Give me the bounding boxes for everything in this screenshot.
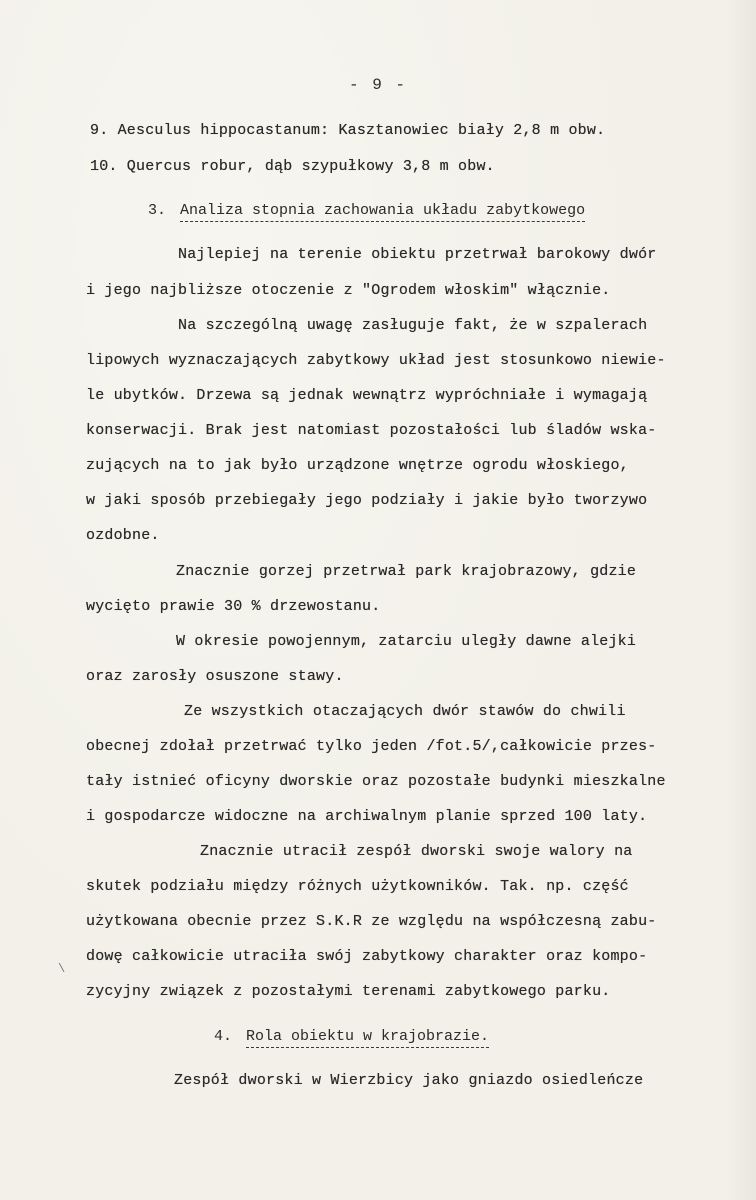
margin-pencil-mark: \ [58,962,66,976]
text-line: Ze wszystkich otaczających dwór stawów do chwili [184,703,626,720]
text-line: użytkowana obecnie przez S.K.R ze względu na współczesną zabu- [86,913,657,930]
text-line: w jaki sposób przebiegały jego podziały i jakie było tworzywo [86,492,648,509]
text-line: Na szczególną uwagę zasługuje fakt, że w szpalerach [178,317,648,334]
text-line: oraz zarosły osuszone stawy. [86,668,344,685]
text-line: i gospodarcze widoczne na archiwalnym planie sprzed 100 laty. [86,808,648,825]
text-line: tały istnieć oficyny dworskie oraz pozostałe budynki mieszkalne [86,773,666,790]
text-line: 9. Aesculus hippocastanum: Kasztanowiec biały 2,8 m obw. [90,122,606,139]
text-line: Zespół dworski w Wierzbicy jako gniazdo osiedleńcze [174,1072,644,1089]
page-edge-shadow [726,0,756,1200]
text-line: le ubytków. Drzewa są jednak wewnątrz wypróchniałe i wymagają [86,387,648,404]
section-heading-3 [148,202,585,219]
text-line: konserwacji. Brak jest natomiast pozostałości lub śladów wska- [86,422,657,439]
text-line: Znacznie utracił zespół dworski swoje walory na [200,843,633,860]
text-line: obecnej zdołał przetrwać tylko jeden /fot.5/,całkowicie przes- [86,738,657,755]
text-line: wycięto prawie 30 % drzewostanu. [86,598,381,615]
text-line: 10. Quercus robur, dąb szypułkowy 3,8 m obw. [90,158,495,175]
text-line: ozdobne. [86,527,160,544]
text-line: zycyjny związek z pozostałymi terenami zabytkowego parku. [86,983,611,1000]
text-line: Znacznie gorzej przetrwał park krajobrazowy, gdzie [176,563,637,580]
section-number: 3. [148,202,167,219]
text-line: skutek podziału między różnych użytkowników. Tak. np. część [86,878,629,895]
text-line: dowę całkowicie utraciła swój zabytkowy charakter oraz kompo- [86,948,648,965]
text-line: W okresie powojennym, zatarciu uległy dawne alejki [176,633,637,650]
section-title: Analiza stopnia zachowania układu zabytkowego [180,202,585,222]
section-title: Rola obiektu w krajobrazie. [246,1028,489,1048]
text-line: i jego najbliższe otoczenie z "Ogrodem włoskim" włącznie. [86,282,611,299]
section-number: 4. [214,1028,233,1045]
text-line: lipowych wyznaczających zabytkowy układ jest stosunkowo niewie- [86,352,666,369]
text-line: Najlepiej na terenie obiektu przetrwał barokowy dwór [178,246,657,263]
section-heading-4 [214,1028,489,1045]
text-line: zujących na to jak było urządzone wnętrze ogrodu włoskiego, [86,457,629,474]
page-number: - 9 - [348,76,407,94]
